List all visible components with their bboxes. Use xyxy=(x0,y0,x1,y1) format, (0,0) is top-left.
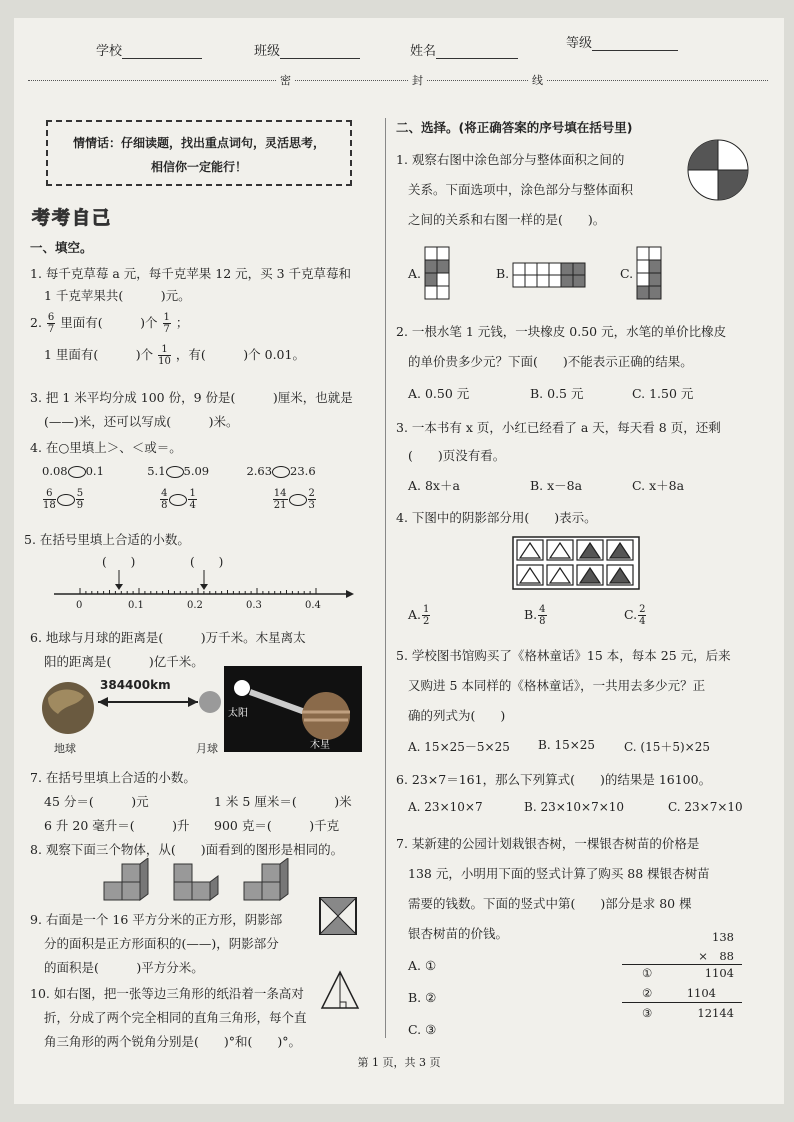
cmp-left: 5.1 xyxy=(147,464,166,478)
q2-5-option-a[interactable]: A. 15×25－5×25 xyxy=(408,740,510,754)
q1-8-line[interactable]: 8. 观察下面三个物体，从( )面看到的图形是相同的。 xyxy=(30,842,344,857)
q1-1-line-a: 1. 每千克草莓 a 元，每千克苹果 12 元，买 3 千克草莓和 xyxy=(30,266,352,281)
q2-1-line-c[interactable]: 之间的关系和右图一样的是( )。 xyxy=(408,212,606,227)
seal-feng: 封 xyxy=(408,72,427,88)
moon-label: 月球 xyxy=(196,742,218,755)
calc-mark-3: ③ xyxy=(642,1006,653,1020)
calc-row-1: 1104 xyxy=(704,966,734,980)
compare-circle[interactable] xyxy=(289,494,307,506)
seal-line xyxy=(28,74,768,87)
q1-5-title: 5. 在括号里填上合适的小数。 xyxy=(24,532,190,547)
q2-1-option-b[interactable]: B. xyxy=(496,266,510,281)
fraction-1-10 xyxy=(158,344,171,367)
q2-7-option-b[interactable]: B. ② xyxy=(408,990,437,1005)
page-footer: 第 1 页，共 3 页 xyxy=(357,1056,441,1069)
tick-label: 0.1 xyxy=(128,600,144,611)
class-label: 班级 xyxy=(254,44,281,59)
seal-mi: 密 xyxy=(276,72,295,88)
cmp-right: 5.09 xyxy=(183,464,210,478)
fraction xyxy=(273,488,288,511)
fraction xyxy=(308,488,316,511)
q2-7-option-a[interactable]: A. ① xyxy=(408,958,437,973)
column-divider xyxy=(385,118,386,1038)
distance-label: 384400km xyxy=(100,678,171,692)
option-a-grid xyxy=(424,246,450,302)
q1-10-line-b: 折，分成了两个完全相同的直角三角形，每个直 xyxy=(44,1010,307,1025)
frac-num: 4 xyxy=(539,604,546,615)
compare-circle[interactable] xyxy=(272,466,290,478)
cmp-right: 23.6 xyxy=(290,464,316,478)
compare-circle[interactable] xyxy=(57,494,75,506)
q1-2-num: 2. xyxy=(30,315,42,330)
compare-row-2[interactable] xyxy=(42,488,317,511)
cmp-right: 0.1 xyxy=(85,464,104,478)
option-c-grid xyxy=(636,246,662,302)
calc-mark-2: ② xyxy=(642,986,653,1000)
q1-7-item[interactable]: 1 米 5 厘米＝( )米 xyxy=(214,794,352,809)
q1-3-line-a[interactable]: 3. 把 1 米平均分成 100 份，9 份是( )厘米，也就是 xyxy=(30,390,353,405)
svg-text:( ): ( ) xyxy=(190,555,224,569)
seal-xian: 线 xyxy=(528,72,547,88)
q2-5-line-a: 5. 学校图书馆购买了《格林童话》15 本，每本 25 元，后来 xyxy=(396,648,731,663)
q1-9-line-a: 9. 右面是一个 16 平方分米的正方形，阴影部 xyxy=(30,912,283,927)
q2-6-option-b[interactable]: B. 23×10×7×10 xyxy=(524,800,625,814)
svg-text:( ): ( ) xyxy=(102,555,136,569)
q1-2b-end: ，有( )个 0.01。 xyxy=(175,347,305,362)
fraction xyxy=(638,604,646,627)
q2-2-option-b[interactable]: B. 0.5 元 xyxy=(530,386,584,401)
frac-den: 7 xyxy=(47,324,55,335)
cube-objects-figure xyxy=(94,858,354,914)
sun-label: 太阳 xyxy=(228,708,248,719)
q2-3-line-a: 3. 一本书有 x 页，小红已经看了 a 天，每天看 8 页，还剩 xyxy=(396,420,721,435)
tip-line-1: 情情话：仔细读题，找出重点词句，灵活思考， xyxy=(72,136,325,150)
frac-den: 18 xyxy=(43,500,56,511)
q2-2-line-b[interactable]: 的单价贵多少元？下面( )不能表示正确的结果。 xyxy=(408,354,693,369)
calc-row-2: 1104 xyxy=(686,986,716,1000)
frac-den: 8 xyxy=(539,616,546,627)
calc-row-3: 12144 xyxy=(697,1006,734,1020)
q2-2-option-c[interactable]: C. 1.50 元 xyxy=(632,386,694,401)
q2-2-line-a: 2. 一根水笔 1 元钱，一块橡皮 0.50 元，水笔的单价比橡皮 xyxy=(396,324,727,339)
fraction xyxy=(188,488,196,511)
frac-den: 21 xyxy=(273,500,287,511)
q2-6-option-c[interactable]: C. 23×7×10 xyxy=(668,800,743,814)
fraction xyxy=(76,488,84,511)
fraction-6-7 xyxy=(47,312,55,335)
fraction xyxy=(422,604,430,627)
compare-circle[interactable] xyxy=(68,466,86,478)
q2-7-line-b: 138 元，小明用下面的竖式计算了购买 88 棵银杏树苗 xyxy=(408,866,710,881)
q1-1-line-b[interactable]: 1 千克苹果共( )元。 xyxy=(44,288,191,303)
jupiter-label: 木星 xyxy=(310,740,330,751)
q2-4-option-c[interactable] xyxy=(624,604,647,627)
q2-1-option-c[interactable]: C. xyxy=(620,266,634,281)
q1-7-item[interactable]: 6 升 20 毫升＝( )升 xyxy=(44,818,190,833)
q1-6-line-a[interactable]: 6. 地球与月球的距离是( )万千米。木星离太 xyxy=(30,630,306,645)
exam-paper xyxy=(14,18,784,1104)
school-field[interactable] xyxy=(96,40,202,59)
q1-9-line-b[interactable]: 分的面积是正方形面积的(——)，阴影部分 xyxy=(44,936,279,951)
fraction-1-7 xyxy=(163,312,171,335)
fraction xyxy=(160,488,168,511)
option-b-grid xyxy=(512,262,588,288)
frac-num: 6 xyxy=(43,488,56,500)
tick-label: 0.4 xyxy=(305,600,321,611)
compare-circle[interactable] xyxy=(166,466,184,478)
frac-den: 7 xyxy=(163,324,170,335)
opt-letter: B. xyxy=(524,607,538,622)
q2-1-line-b: 关系。下面选项中，涂色部分与整体面积 xyxy=(408,182,634,197)
q2-4-line[interactable]: 4. 下图中的阴影部分用( )表示。 xyxy=(396,510,597,525)
q1-9-line-c[interactable]: 的面积是( )平方分米。 xyxy=(44,960,204,975)
q1-6-line-b[interactable]: 阳的距离是( )亿千米。 xyxy=(44,654,204,669)
q1-10-line-a: 10. 如右图，把一张等边三角形的纸沿着一条高对 xyxy=(30,986,304,1001)
tick-label: 0.2 xyxy=(187,600,203,611)
name-field[interactable] xyxy=(410,40,518,59)
encouragement-box xyxy=(46,120,352,186)
name-label: 姓名 xyxy=(410,44,437,59)
school-label: 学校 xyxy=(96,44,123,59)
q2-6-line[interactable]: 6. 23×7＝161，那么下列算式( )的结果是 16100。 xyxy=(396,772,712,787)
compare-circle[interactable] xyxy=(169,494,187,506)
frac-den: 10 xyxy=(158,356,171,367)
frac-num: 14 xyxy=(273,488,287,499)
frac-den: 3 xyxy=(308,500,315,511)
q2-3-option-b[interactable]: B. x－8a xyxy=(530,478,583,493)
compare-row-1[interactable] xyxy=(42,464,316,478)
q2-3-option-c[interactable]: C. x＋8a xyxy=(632,478,685,493)
calc-rule xyxy=(622,1002,742,1003)
part1-heading: 一、填空。 xyxy=(30,240,93,255)
q2-3-line-b[interactable]: ( )页没有看。 xyxy=(408,448,506,463)
q1-7-title: 7. 在括号里填上合适的小数。 xyxy=(30,770,196,785)
class-field[interactable] xyxy=(254,40,360,59)
q1-7-item[interactable]: 45 分＝( )元 xyxy=(44,794,149,809)
cmp-left: 2.63 xyxy=(246,464,273,478)
calc-rule xyxy=(622,964,742,965)
frac-num: 4 xyxy=(161,488,168,499)
q1-3-line-b[interactable]: (——)米，还可以写成( )米。 xyxy=(44,414,239,429)
frac-num: 1 xyxy=(189,488,196,499)
triangle-figure xyxy=(320,970,360,1010)
grade-field[interactable] xyxy=(566,32,678,51)
q2-5-line-c[interactable]: 确的列式为( ) xyxy=(408,708,506,723)
q1-4-title: 4. 在○里填上＞、＜或＝。 xyxy=(30,440,182,455)
q2-5-option-b[interactable]: B. 15×25 xyxy=(538,738,596,752)
tick-label: 0.3 xyxy=(246,600,262,611)
frac-num: 6 xyxy=(47,312,55,323)
earth-label: 地球 xyxy=(54,742,76,755)
frac-num: 2 xyxy=(639,604,646,615)
frac-den: 8 xyxy=(161,500,168,511)
student-info-header xyxy=(14,36,784,70)
circle-quarters-figure xyxy=(686,138,750,202)
fraction xyxy=(538,604,546,627)
tip-line-2: 相信你一定能行！ xyxy=(150,160,247,174)
q2-5-option-c[interactable]: C. (15＋5)×25 xyxy=(624,740,710,754)
q2-3-option-a[interactable]: A. 8x＋a xyxy=(408,478,460,493)
art-title: 考考自己 xyxy=(32,208,112,229)
number-line-labels xyxy=(54,600,354,614)
frac-num: 1 xyxy=(163,312,170,323)
q2-2-option-a[interactable]: A. 0.50 元 xyxy=(408,386,470,401)
part2-heading: 二、选择。(将正确答案的序号填在括号里) xyxy=(396,120,633,135)
q1-2-line-a[interactable] xyxy=(30,312,188,335)
q2-4-option-a[interactable] xyxy=(408,604,431,627)
q1-10-line-c[interactable]: 角三角形的两个锐角分别是( )°和( )°。 xyxy=(44,1034,302,1049)
q1-2b-pre: 1 里面有( )个 xyxy=(44,347,154,362)
q1-2-end: ； xyxy=(175,315,189,330)
q2-7-line-c[interactable]: 需要的钱数。下面的竖式中第( )部分是求 80 棵 xyxy=(408,896,692,911)
calc-multiplier: × 88 xyxy=(698,949,734,963)
frac-den: 4 xyxy=(639,616,646,627)
frac-num: 2 xyxy=(308,488,315,499)
calc-mark-1: ① xyxy=(642,966,653,980)
frac-den: 4 xyxy=(189,500,196,511)
frac-num: 5 xyxy=(76,488,84,499)
opt-letter: A. xyxy=(408,607,422,622)
shaded-square-figure xyxy=(318,896,358,936)
q2-1-option-a[interactable]: A. xyxy=(408,266,422,281)
cmp-left: 0.08 xyxy=(42,464,68,478)
q1-7-item[interactable]: 900 克＝( )千克 xyxy=(214,818,340,833)
q2-5-line-b: 又购进 5 本同样的《格林童话》，一共用去多少元？正 xyxy=(408,678,706,693)
q1-2-line-b[interactable] xyxy=(44,344,305,367)
q1-2-mid: 里面有( )个 xyxy=(60,315,158,330)
calc-multiplicand: 138 xyxy=(712,930,734,944)
q2-4-option-b[interactable] xyxy=(524,604,548,627)
frac-num: 1 xyxy=(423,604,430,615)
frac-num: 1 xyxy=(158,344,171,356)
q2-1-line-a: 1. 观察右图中涂色部分与整体面积之间的 xyxy=(396,152,625,167)
q2-6-option-a[interactable]: A. 23×10×7 xyxy=(408,800,483,814)
grade-label: 等级 xyxy=(566,36,593,51)
fraction xyxy=(43,488,56,511)
q2-7-line-d: 银杏树苗的价钱。 xyxy=(408,926,509,941)
q2-7-option-c[interactable]: C. ③ xyxy=(408,1022,437,1037)
frac-den: 9 xyxy=(76,500,84,511)
tick-label: 0 xyxy=(76,600,83,611)
frac-den: 2 xyxy=(423,616,430,627)
triangles-figure xyxy=(512,536,642,590)
opt-letter: C. xyxy=(624,607,638,622)
q2-7-line-a: 7. 某新建的公园计划栽银杏树，一棵银杏树苗的价格是 xyxy=(396,836,700,851)
